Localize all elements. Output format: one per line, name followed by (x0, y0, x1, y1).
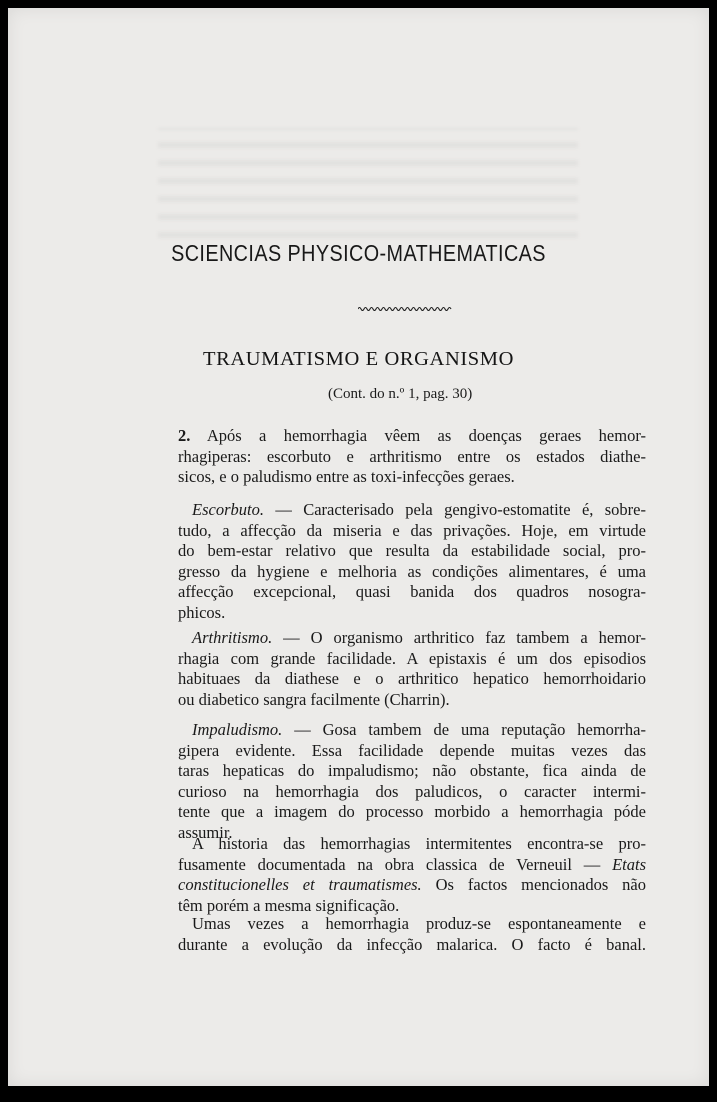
text-line (178, 875, 646, 896)
text-line: rhagia com grande facilidade. A epistaxis é um dos episodios (178, 648, 646, 668)
text-line: phicos. (178, 602, 226, 622)
run-in-heading: Escorbuto. (192, 500, 264, 519)
paragraph (178, 500, 646, 623)
text-line: Umas vezes a hemorrhagia produz-se espontaneamente e (192, 914, 646, 933)
continuation-note: (Cont. do n.º 1, pag. 30) (328, 386, 473, 402)
text-line: A historia das hemorrhagias intermitentes encontra-se pro- (192, 834, 646, 853)
paragraph (178, 834, 646, 916)
article-title: TRAUMATISMO E ORGANISMO (202, 348, 515, 370)
text-line: taras hepaticas do impaludismo; não obstante, fica ainda de (178, 761, 646, 780)
section-number: 2. (178, 426, 191, 445)
cited-work-title: Etats (612, 854, 646, 874)
text-line: curioso na hemorrhagia dos paludicos, o caracter intermi- (178, 781, 646, 801)
text-line (178, 426, 646, 447)
text-line: gresso da hygiene e melhoria as condições alimentares, é uma (178, 561, 646, 581)
cited-work-title: constitucionelles et traumatismes. (178, 875, 422, 894)
text-line: sicos, e o paludismo entre as toxi-infecções geraes. (178, 467, 515, 486)
text-line: tente que a imagem do processo morbido a hemorrhagia póde (178, 802, 646, 821)
document-page (8, 8, 709, 1086)
section-heading: SCIENCIAS PHYSICO-MATHEMATICAS (171, 240, 546, 266)
text-line (178, 855, 646, 876)
paragraph (178, 628, 646, 710)
text-line: affecção excepcional, quasi banida dos quadros nosogra- (178, 582, 646, 601)
text-line: do bem-estar relativo que resulta da estabilidade social, pro- (178, 541, 646, 560)
line-text: Após a hemorrhagia vêem as doenças geraes hemor- (190, 426, 646, 445)
run-in-heading: Arthritismo. (192, 628, 273, 647)
text-line: têm porém a mesma significação. (178, 895, 400, 915)
line-text: — O organismo arthritico faz tambem a hemor- (272, 628, 646, 647)
text-line (178, 500, 646, 521)
bleed-through-text (158, 128, 578, 238)
text-line: gipera evidente. Essa facilidade depende muitas vezes das (178, 740, 646, 760)
line-text: — Gosa tambem de uma reputação hemorrha- (282, 720, 646, 739)
text-line: rhagiperas: escorbuto e arthritismo entre os estados diathe- (178, 446, 646, 466)
text-line: habituaes da diathese e o arthritico hepatico hemorrhoidario (178, 669, 646, 688)
line-text: — Caracterisado pela gengivo-estomatite é, sobre- (263, 500, 646, 519)
text-line (178, 628, 646, 649)
ornamental-rule (358, 306, 453, 312)
line-text: fusamente documentada na obra classica de Verneuil — (178, 854, 613, 874)
paragraph (178, 426, 646, 488)
line-text: Os factos mencionados não (435, 875, 646, 894)
run-in-heading: Impaludismo. (192, 720, 283, 739)
text-line: tudo, a affecção da miseria e das privações. Hoje, em virtude (178, 520, 646, 540)
text-line: ou diabetico sangra facilmente (Charrin). (178, 689, 450, 709)
paragraph (178, 914, 646, 955)
text-line (178, 720, 646, 741)
paragraph (178, 720, 646, 843)
text-line: durante a evolução da infecção malarica. O facto é banal. (178, 934, 646, 954)
text-line: assumir. (178, 822, 233, 842)
